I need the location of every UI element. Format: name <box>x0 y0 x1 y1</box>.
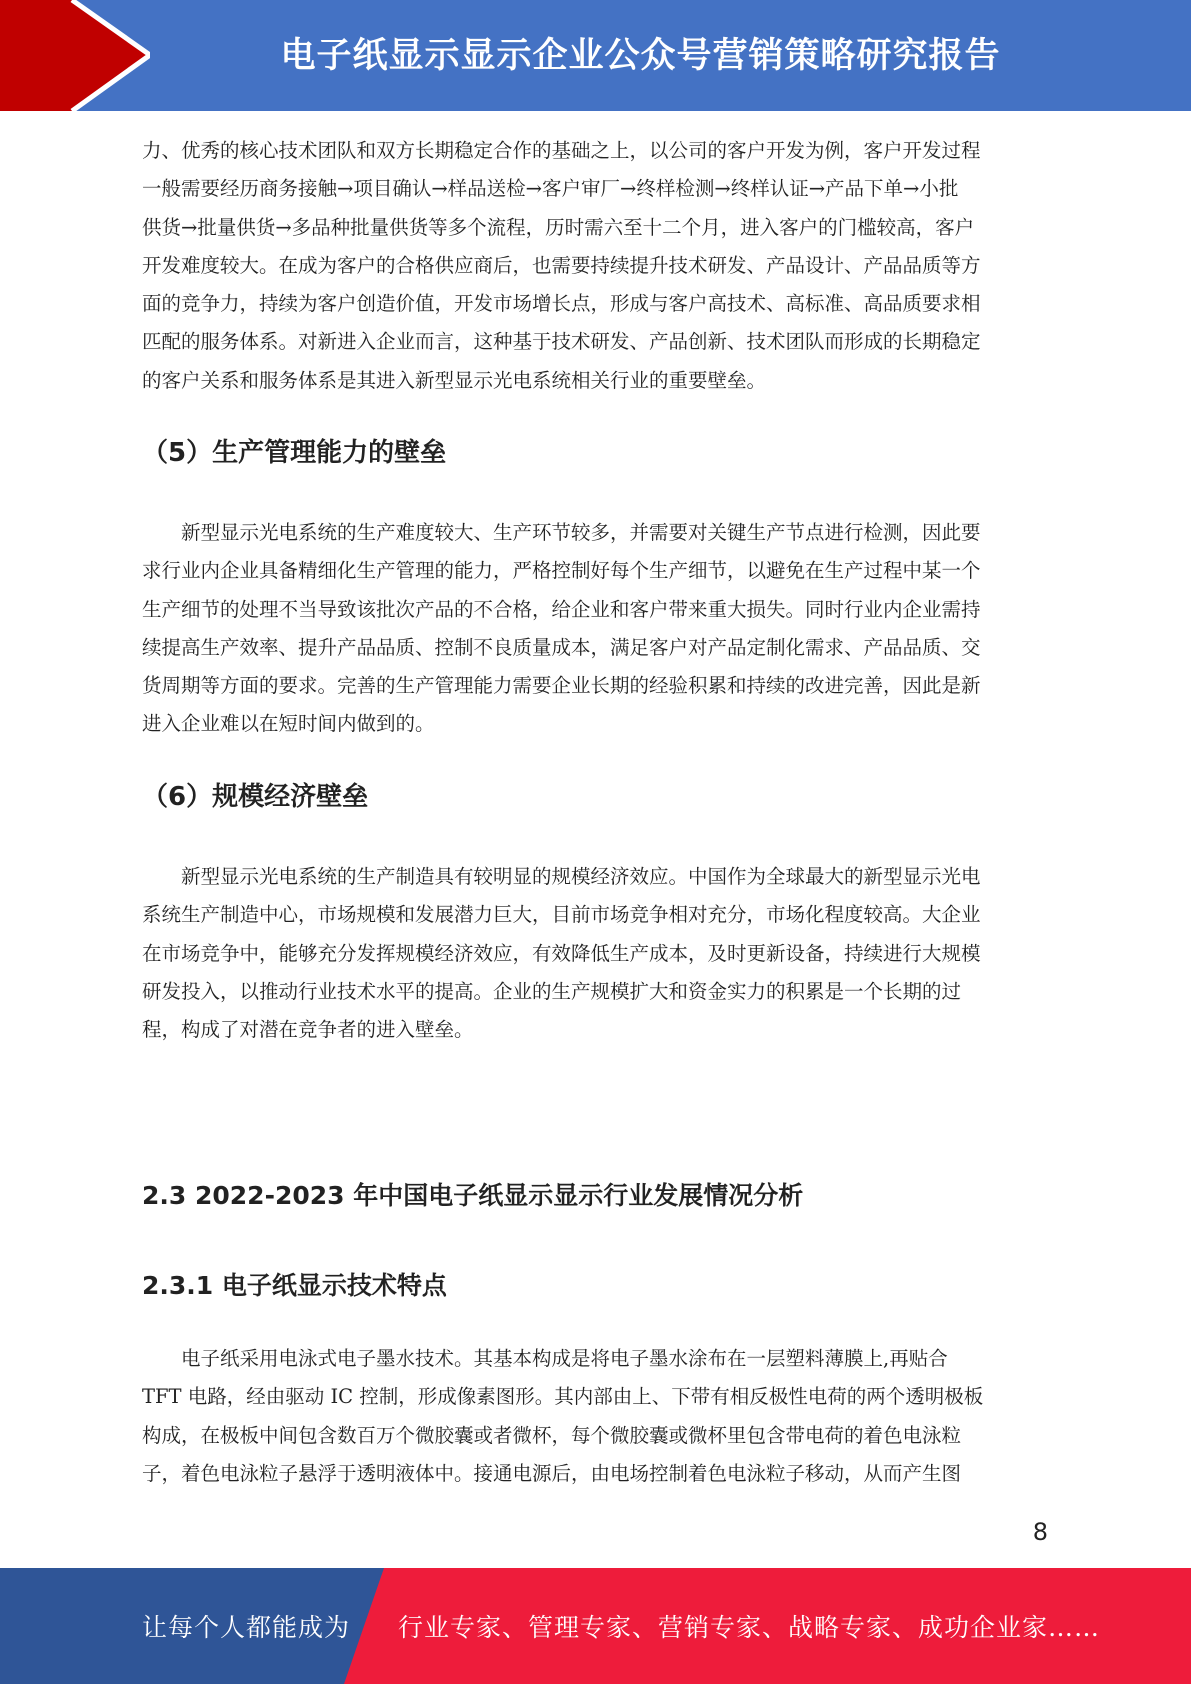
paragraph-line: 货周期等方面的要求。完善的生产管理能力需要企业长期的经验积累和持续的改进完善，因此是新 <box>142 674 981 698</box>
paragraph-line: 的客户关系和服务体系是其进入新型显示光电系统相关行业的重要壁垒。 <box>142 368 767 392</box>
footer-slogan-right: 行业专家、管理专家、营销专家、战略专家、成功企业家…… <box>398 1613 1101 1642</box>
page-header <box>0 0 1191 111</box>
paragraph-line: TFT 电路，经由驱动 IC 控制，形成像素图形。其内部由上、下带有相反极性电荷的两个透明极板 <box>142 1385 984 1409</box>
header-arrow-decoration <box>0 0 150 111</box>
section-6-paragraph <box>142 858 1046 1049</box>
paragraph-line: 程，构成了对潜在竞争者的进入壁垒。 <box>142 1018 474 1042</box>
paragraph-line: 新型显示光电系统的生产难度较大、生产环节较多，并需要对关键生产节点进行检测，因此要 <box>181 521 981 544</box>
paragraph-line: 新型显示光电系统的生产制造具有较明显的规模经济效应。中国作为全球最大的新型显示光电 <box>181 865 981 888</box>
paragraph-line: 供货→批量供货→多品种批量供货等多个流程，历时需六至十二个月，进入客户的门槛较高，客户 <box>142 215 975 239</box>
paragraph-line: 生产细节的处理不当导致该批次产品的不合格，给企业和客户带来重大损失。同时行业内企业需持 <box>142 597 981 621</box>
paragraph-line: 研发投入，以推动行业技术水平的提高。企业的生产规模扩大和资金实力的积累是一个长期的过 <box>142 979 962 1003</box>
paragraph-line: 匹配的服务体系。对新进入企业而言，这种基于技术研发、产品创新、技术团队而形成的长期稳定 <box>142 330 981 354</box>
paragraph-line: 一般需要经历商务接触→项目确认→样品送检→客户审厂→终样检测→终样认证→产品下单→小批 <box>142 177 959 201</box>
paragraph-line: 力、优秀的核心技术团队和双方长期稳定合作的基础之上，以公司的客户开发为例，客户开发过程 <box>142 139 981 162</box>
intro-paragraph <box>142 132 1046 400</box>
paragraph-line: 求行业内企业具备精细化生产管理的能力，严格控制好每个生产细节，以避免在生产过程中某一个 <box>142 559 981 583</box>
paragraph-line: 进入企业难以在短时间内做到的。 <box>142 712 435 736</box>
section-5-heading: （5）生产管理能力的壁垒 <box>142 438 447 468</box>
section-6-heading: （6）规模经济壁垒 <box>142 782 369 812</box>
section-2-3-1-paragraph <box>142 1340 1046 1493</box>
page-footer <box>0 1568 1191 1684</box>
page-number: 8 <box>1032 1518 1048 1546</box>
section-2-3-heading: 2.3 2022-2023 年中国电子纸显示显示行业发展情况分析 <box>142 1181 804 1210</box>
paragraph-line: 电子纸采用电泳式电子墨水技术。其基本构成是将电子墨水涂布在一层塑料薄膜上,再贴合 <box>181 1347 948 1370</box>
paragraph-line: 子，着色电泳粒子悬浮于透明液体中。接通电源后，由电场控制着色电泳粒子移动，从而产生图 <box>142 1461 962 1485</box>
report-title: 电子纸显示显示企业公众号营销策略研究报告 <box>280 35 1001 76</box>
paragraph-line: 构成，在极板中间包含数百万个微胶囊或者微杯，每个微胶囊或微杯里包含带电荷的着色电泳粒 <box>142 1423 962 1447</box>
footer-slogan-left: 让每个人都能成为 <box>142 1613 351 1642</box>
paragraph-line: 系统生产制造中心，市场规模和发展潜力巨大，目前市场竞争相对充分，市场化程度较高。大企业 <box>142 903 981 927</box>
paragraph-line: 续提高生产效率、提升产品品质、控制不良质量成本，满足客户对产品定制化需求、产品品质、交 <box>142 635 981 659</box>
paragraph-line: 开发难度较大。在成为客户的合格供应商后，也需要持续提升技术研发、产品设计、产品品质等方 <box>142 253 981 277</box>
section-2-3-1-heading: 2.3.1 电子纸显示技术特点 <box>142 1271 447 1300</box>
section-5-paragraph <box>142 514 1046 744</box>
paragraph-line: 面的竞争力，持续为客户创造价值，开发市场增长点，形成与客户高技术、高标准、高品质要求相 <box>142 292 981 316</box>
paragraph-line: 在市场竞争中，能够充分发挥规模经济效应，有效降低生产成本，及时更新设备，持续进行大规模 <box>142 941 981 965</box>
